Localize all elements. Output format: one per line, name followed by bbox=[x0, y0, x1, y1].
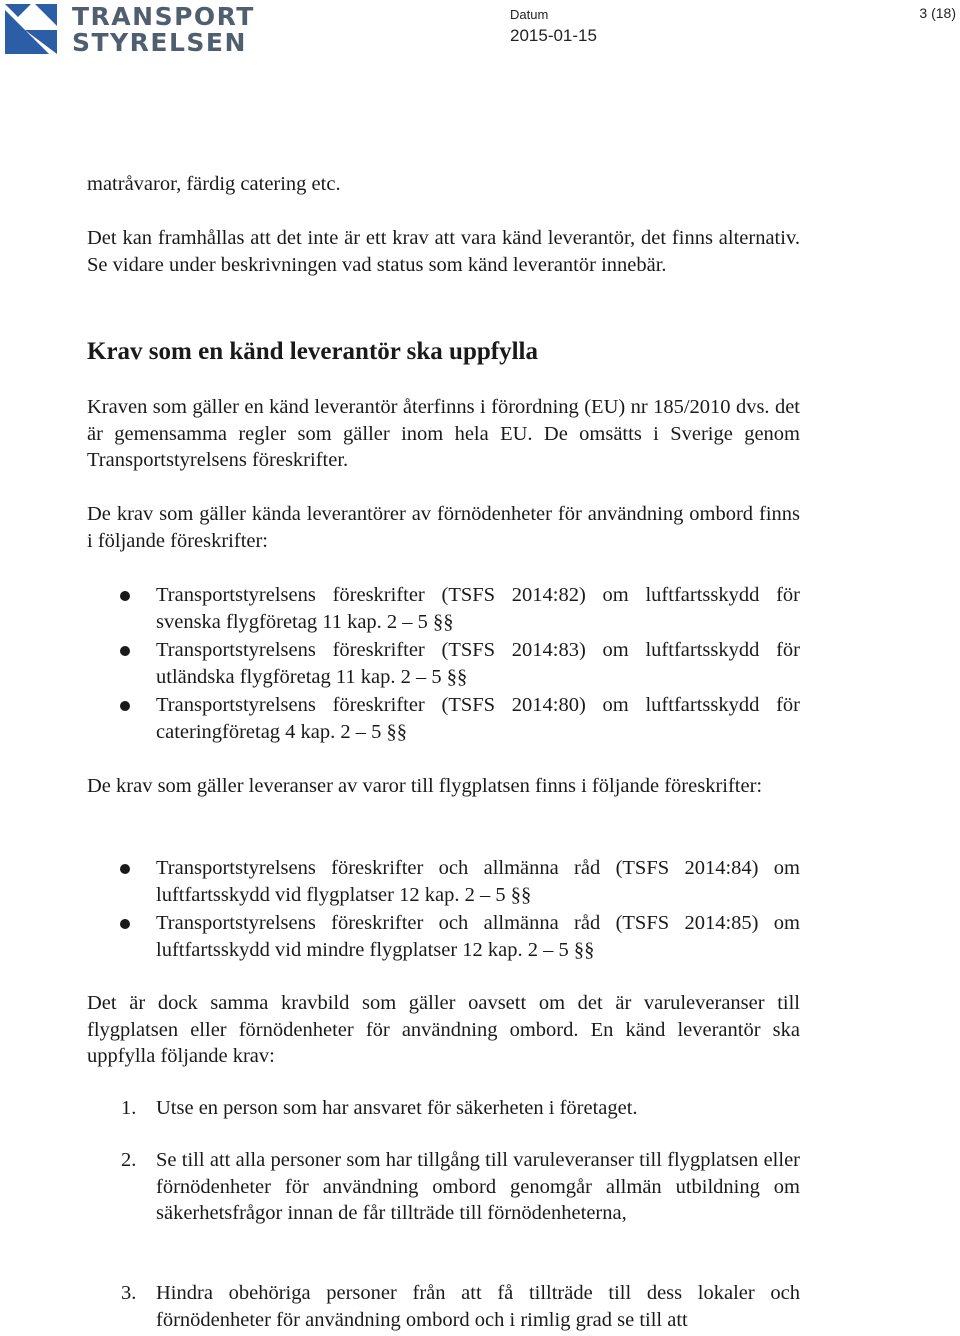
transportstyrelsen-logo bbox=[5, 2, 255, 57]
section-heading: Krav som en känd leverantör ska uppfylla bbox=[87, 338, 538, 365]
list-item: Transportstyrelsens föreskrifter och allmänna råd (TSFS 2014:85) om luftfartsskydd vid mindre flygplatser 12 kap. 2 – 5 §§ bbox=[156, 912, 800, 961]
paragraph-5: De krav som gäller leveranser av varor till flygplatsen finns i följande föreskrifter: bbox=[87, 775, 763, 797]
bullet-icon bbox=[120, 701, 130, 711]
paragraph-2: Det kan framhållas att det inte är ett krav att vara känd leverantör, det finns alternativ. Se vidare under beskrivningen vad status som känd leverantör innebär. bbox=[87, 227, 800, 276]
list-number: 1. bbox=[121, 1097, 137, 1119]
bullet-icon bbox=[120, 646, 130, 656]
list-item: Transportstyrelsens föreskrifter och allmänna råd (TSFS 2014:84) om luftfartsskydd vid flygplatser 12 kap. 2 – 5 §§ bbox=[156, 857, 800, 906]
logo-line-1: TRANSPORT bbox=[72, 2, 255, 31]
list-number: 3. bbox=[121, 1282, 137, 1304]
list-item: Transportstyrelsens föreskrifter (TSFS 2014:80) om luftfartsskydd för cateringföretag 4 kap. 2 – 5 §§ bbox=[156, 694, 800, 743]
paragraph-3: Kraven som gäller en känd leverantör återfinns i förordning (EU) nr 185/2010 dvs. det är gemensamma regler som gäller inom hela EU. De omsätts i Sverige genom Transportstyrelsens föreskrifter. bbox=[87, 396, 800, 472]
logo-text bbox=[72, 4, 255, 56]
bullet-icon bbox=[120, 591, 130, 601]
bullet-icon bbox=[120, 919, 130, 929]
date-value: 2015-01-15 bbox=[510, 26, 597, 45]
list-number: 2. bbox=[121, 1149, 137, 1171]
paragraph-4: De krav som gäller kända leverantörer av förnödenheter för användning ombord finns i följande föreskrifter: bbox=[87, 503, 800, 552]
logo-mark-icon bbox=[5, 4, 57, 54]
paragraph-6: Det är dock samma kravbild som gäller oavsett om det är varuleveranser till flygplatsen eller förnödenheter för användning ombord. En känd leverantör ska uppfylla följande krav: bbox=[87, 992, 800, 1068]
logo-line-2: STYRELSEN bbox=[72, 28, 247, 57]
numbered-item: Se till att alla personer som har tillgång till varuleveranser till flygplatsen eller förnödenheter för användning ombord genomgår allmän utbildning om säkerhetsfrågor innan de får tillträde till förnödenheterna, bbox=[156, 1149, 800, 1225]
page-number: 3 (18) bbox=[919, 5, 956, 21]
bullet-icon bbox=[120, 864, 130, 874]
numbered-item: Utse en person som har ansvaret för säkerheten i företaget. bbox=[156, 1097, 638, 1119]
date-label: Datum bbox=[510, 7, 549, 22]
list-item: Transportstyrelsens föreskrifter (TSFS 2014:83) om luftfartsskydd för utländska flygföretag 11 kap. 2 – 5 §§ bbox=[156, 639, 800, 688]
numbered-item: Hindra obehöriga personer från att få tillträde till dess lokaler och förnödenheter för användning ombord och i rimlig grad se till att bbox=[156, 1282, 800, 1331]
list-item: Transportstyrelsens föreskrifter (TSFS 2014:82) om luftfartsskydd för svenska flygföretag 11 kap. 2 – 5 §§ bbox=[156, 584, 800, 633]
paragraph-1: matråvaror, färdig catering etc. bbox=[87, 173, 341, 195]
